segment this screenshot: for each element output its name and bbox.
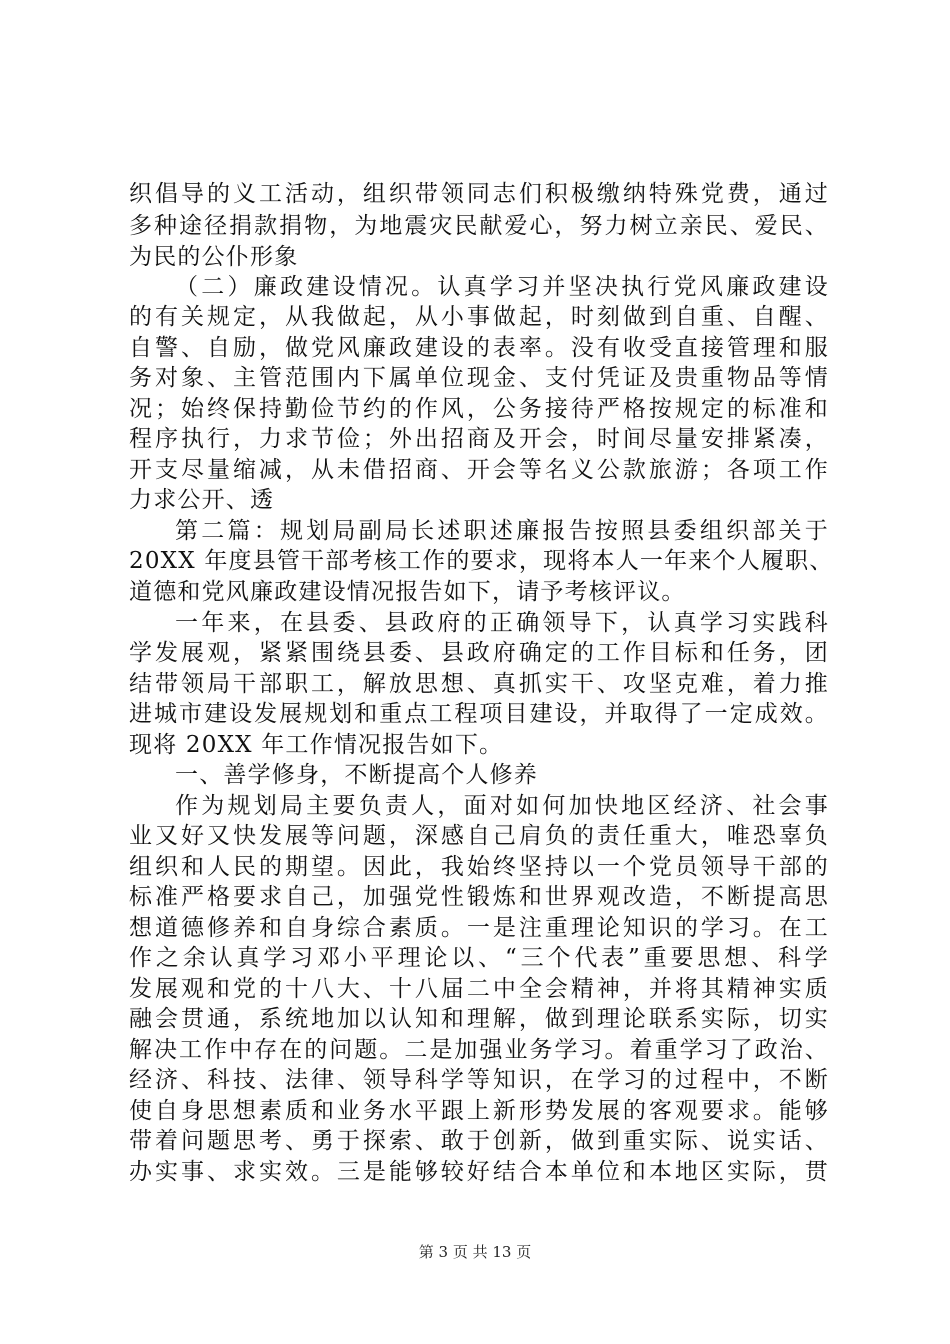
text-line: 带着问题思考、勇于探索、敢于创新，做到重实际、说实话、 <box>129 1128 829 1154</box>
text-line: 多种途径捐款捐物，为地震灾民献爱心，努力树立亲民、爱民、 <box>129 213 829 239</box>
text-line: 程序执行，力求节俭；外出招商及开会，时间尽量安排紧凑， <box>129 426 829 452</box>
text-line: 道德和党风廉政建设情况报告如下，请予考核评议。 <box>129 579 686 605</box>
text-line: 标准严格要求自己，加强党性锻炼和世界观改造，不断提高思 <box>129 884 829 910</box>
text-line: 想道德修养和自身综合素质。一是注重理论知识的学习。在工 <box>129 915 829 941</box>
section-heading-line: 第二篇：规划局副局长述职述廉报告按照县委组织部关于 <box>175 518 829 544</box>
text-line: 力求公开、透 <box>129 487 275 513</box>
page-number-footer: 第 3 页 共 13 页 <box>418 1243 532 1261</box>
text-line: 自警、自励，做党风廉政建设的表率。没有收受直接管理和服 <box>129 335 829 361</box>
text-line: 融会贯通，系统地加以认知和理解，做到理论联系实际，切实 <box>129 1006 829 1032</box>
subheading-line: 一、善学修身，不断提高个人修养 <box>175 762 538 788</box>
text-line: 织倡导的义工活动，组织带领同志们积极缴纳特殊党费，通过 <box>129 181 829 207</box>
text-line: 进城市建设发展规划和重点工程项目建设，并取得了一定成效。 <box>129 701 829 727</box>
text-line: 业又好又快发展等问题，深感自己肩负的责任重大，唯恐辜负 <box>129 823 829 849</box>
text-line: 的有关规定，从我做起，从小事做起，时刻做到自重、自醒、 <box>129 304 829 330</box>
text-line: 为民的公仆形象 <box>129 244 299 270</box>
text-line: 解决工作中存在的问题。二是加强业务学习。着重学习了政治、 <box>129 1037 829 1063</box>
text-line: 作之余认真学习邓小平理论以、“三个代表”重要思想、科学 <box>129 945 829 971</box>
text-line: 作为规划局主要负责人，面对如何加快地区经济、社会事 <box>175 793 829 819</box>
text-line: 现将 20XX 年工作情况报告如下。 <box>129 732 504 758</box>
text-line: 一年来，在县委、县政府的正确领导下，认真学习实践科 <box>175 610 829 636</box>
text-line: 开支尽量缩减，从未借招商、开会等名义公款旅游；各项工作 <box>129 457 829 483</box>
text-line: 结带领局干部职工，解放思想、真抓实干、攻坚克难，着力推 <box>129 671 829 697</box>
text-line: 况；始终保持勤俭节约的作风，公务接待严格按规定的标准和 <box>129 396 829 422</box>
text-line: 组织和人民的期望。因此，我始终坚持以一个党员领导干部的 <box>129 854 829 880</box>
text-line: 使自身思想素质和业务水平跟上新形势发展的客观要求。能够 <box>129 1098 829 1124</box>
text-line: （二）廉政建设情况。认真学习并坚决执行党风廉政建设 <box>175 274 829 300</box>
text-line: 经济、科技、法律、领导科学等知识，在学习的过程中，不断 <box>129 1067 829 1093</box>
text-line: 办实事、求实效。三是能够较好结合本单位和本地区实际，贯 <box>129 1159 829 1185</box>
text-line: 20XX 年度县管干部考核工作的要求，现将本人一年来个人履职、 <box>129 548 834 574</box>
text-line: 务对象、主管范围内下属单位现金、支付凭证及贵重物品等情 <box>129 365 829 391</box>
text-line: 发展观和党的十八大、十八届二中全会精神，并将其精神实质 <box>129 976 829 1002</box>
text-line: 学发展观，紧紧围绕县委、县政府确定的工作目标和任务，团 <box>129 640 829 666</box>
